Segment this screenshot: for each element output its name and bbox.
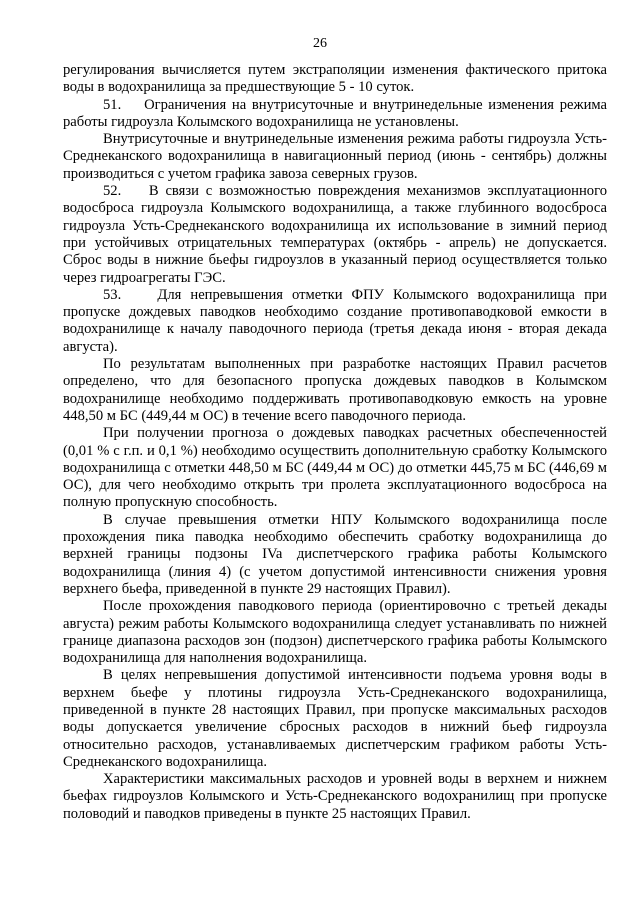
paragraph-calculation-results: По результатам выполненных при разработке настоящих Правил расчетов определено, что для безопасного пропуска дождевых паводков в Колымском водохранилище необходимо поддерживать противопаводковую емкость на уровне 448,50 м БС (449,44 м ОС) в течение всего паводочного периода.: [63, 356, 607, 424]
paragraph-navigation-period: Внутрисуточные и внутринедельные изменения режима работы гидроузла Усть-Среднеканского водохранилища в навигационный период (июнь - сентябрь) должны производиться с учетом графика завоза северных грузов.: [63, 131, 607, 182]
paragraph-characteristics: Характеристики максимальных расходов и уровней воды в верхнем и нижнем бьефах гидроузлов Колымского и Усть-Среднеканского водохранилищ при пропуске половодий и паводков приведены в пункте 25 настоящих Правил.: [63, 771, 607, 822]
paragraph-item-52: 52. В связи с возможностью повреждения механизмов эксплуатационного водосброса гидроузла Колымского водохранилища, а также глубинного водосброса гидроузла Усть-Среднеканского водохранилища их использование в зимний период при устойчивых отрицательных температурах (октябрь - апрель) не допускается. Сброс воды в нижние бьефы гидроузлов в указанный период осуществляется только через гидроагрегаты ГЭС.: [63, 183, 607, 286]
paragraph-item-51: 51. Ограничения на внутрисуточные и внутринедельные изменения режима работы гидроузла Колымского водохранилища не установлены.: [63, 96, 607, 130]
page-number: 26: [313, 36, 327, 51]
paragraph-npu-exceedance: В случае превышения отметки НПУ Колымского водохранилища после прохождения пика паводка необходимо обеспечить сработку водохранилища до верхней границы подзоны IVa диспетчерского графика работы Колымского водохранилища (линия 4) (с учетом допустимой интенсивности снижения уровня верхнего бьефа, приведенной в пункте 29 настоящих Правил).: [63, 511, 607, 597]
paragraph-forecast: При получении прогноза о дождевых паводках расчетных обеспеченностей (0,01 % с г.п. и 0,1 %) необходимо осуществить дополнительную сработку Колымского водохранилища с отметки 448,50 м БС (449,44 м ОС) до отметки 445,75 м БС (446,69 м ОС), для чего необходимо открыть три пролета эксплуатационного водосброса на полную пропускную способность.: [63, 425, 607, 511]
paragraph-intensity-limit: В целях непревышения допустимой интенсивности подъема уровня воды в верхнем бьефе у плотины гидроузла Усть-Среднеканского водохранилища, приведенной в пункте 28 настоящих Правил, при пропуске максимальных расходов воды допускается увеличение сбросных расходов в нижний бьеф гидроузла относительно расходов, устанавливаемых диспетчерским графиком работы Усть-Среднеканского водохранилища.: [63, 667, 607, 770]
paragraph-continuation: регулирования вычисляется путем экстраполяции изменения фактического притока воды в водохранилища за предшествующие 5 - 10 суток.: [63, 62, 607, 96]
paragraph-item-53: 53. Для непревышения отметки ФПУ Колымского водохранилища при пропуске дождевых паводков необходимо создание противопаводковой емкости в водохранилище к началу паводочного периода (третья декада июня - вторая декада августа).: [63, 286, 607, 355]
paragraph-after-flood: После прохождения паводкового периода (ориентировочно с третьей декады августа) режим работы Колымского водохранилища следует устанавливать по нижней границе диапазона расходов зон (подзон) диспетчерского графика работы Колымского водохранилища для наполнения водохранилища.: [63, 598, 607, 667]
document-body: [63, 62, 607, 823]
